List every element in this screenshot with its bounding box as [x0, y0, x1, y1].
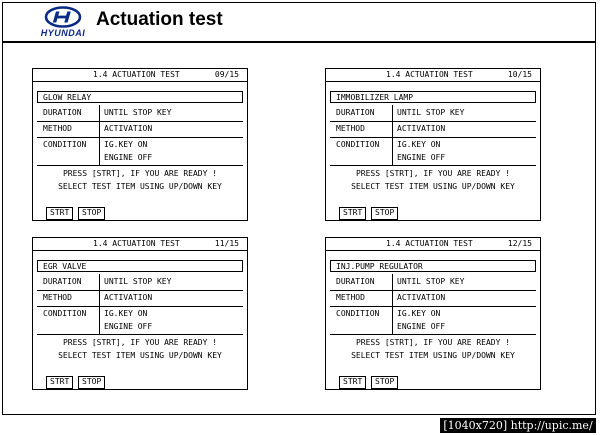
screen-page-counter: 09/15 [214, 70, 239, 79]
ready-message: PRESS [STRT], IF YOU ARE READY ! [62, 338, 218, 347]
hyundai-logo [34, 6, 92, 38]
screen-page-counter: 10/15 [507, 70, 532, 79]
test-item-name[interactable]: IMMOBILIZER LAMP [330, 91, 536, 103]
test-item-name[interactable]: GLOW RELAY [37, 91, 243, 103]
duration-label: DURATION [336, 108, 375, 117]
stop-button[interactable]: STOP [371, 376, 398, 389]
title-divider [2, 41, 596, 43]
stop-button[interactable]: STOP [371, 207, 398, 220]
test-details-table [37, 105, 243, 199]
start-button[interactable]: STRT [46, 207, 73, 220]
actuation-screen-3 [32, 237, 248, 390]
ready-message: PRESS [STRT], IF YOU ARE READY ! [62, 169, 218, 178]
screen-header [326, 238, 540, 251]
screen-header [33, 238, 247, 251]
method-label: METHOD [336, 124, 365, 133]
condition-line-2: ENGINE OFF [104, 153, 153, 162]
condition-label: CONDITION [43, 309, 87, 318]
actuation-screen-4 [325, 237, 541, 390]
duration-value: UNTIL STOP KEY [397, 108, 465, 117]
condition-row [330, 137, 536, 166]
screen-header [33, 69, 247, 82]
duration-row [37, 105, 243, 122]
start-button[interactable]: STRT [339, 207, 366, 220]
method-row [330, 290, 536, 307]
start-button[interactable]: STRT [339, 376, 366, 389]
stop-button[interactable]: STOP [78, 376, 105, 389]
duration-label: DURATION [43, 277, 82, 286]
duration-row [330, 274, 536, 291]
condition-line-1: IG.KEY ON [104, 140, 148, 149]
screen-title: 1.4 ACTUATION TEST [93, 239, 180, 248]
condition-line-2: ENGINE OFF [397, 153, 446, 162]
test-details-table [330, 274, 536, 368]
test-details-table [37, 274, 243, 368]
test-details-table [330, 105, 536, 199]
screen-page-counter: 11/15 [214, 239, 239, 248]
duration-row [37, 274, 243, 291]
method-value: ACTIVATION [104, 293, 153, 302]
method-label: METHOD [336, 293, 365, 302]
duration-label: DURATION [336, 277, 375, 286]
actuation-screen-2 [325, 68, 541, 221]
method-value: ACTIVATION [104, 124, 153, 133]
method-value: ACTIVATION [397, 293, 446, 302]
ready-message: PRESS [STRT], IF YOU ARE READY ! [355, 169, 511, 178]
method-row [330, 121, 536, 138]
select-message: SELECT TEST ITEM USING UP/DOWN KEY [351, 351, 515, 360]
condition-line-1: IG.KEY ON [104, 309, 148, 318]
hyundai-emblem-icon [44, 6, 82, 28]
ready-message: PRESS [STRT], IF YOU ARE READY ! [355, 338, 511, 347]
condition-row [37, 306, 243, 335]
duration-row [330, 105, 536, 122]
condition-label: CONDITION [43, 140, 87, 149]
image-source-caption: [1040x720] http://upic.me/ [440, 418, 596, 433]
duration-value: UNTIL STOP KEY [397, 277, 465, 286]
screen-title: 1.4 ACTUATION TEST [386, 70, 473, 79]
screen-header [326, 69, 540, 82]
screen-title: 1.4 ACTUATION TEST [93, 70, 180, 79]
actuation-screen-1 [32, 68, 248, 221]
test-item-name[interactable]: EGR VALVE [37, 260, 243, 272]
duration-value: UNTIL STOP KEY [104, 108, 172, 117]
method-label: METHOD [43, 124, 72, 133]
condition-label: CONDITION [336, 140, 380, 149]
duration-label: DURATION [43, 108, 82, 117]
condition-line-1: IG.KEY ON [397, 140, 441, 149]
condition-row [37, 137, 243, 166]
condition-line-1: IG.KEY ON [397, 309, 441, 318]
method-value: ACTIVATION [397, 124, 446, 133]
select-message: SELECT TEST ITEM USING UP/DOWN KEY [58, 182, 222, 191]
condition-line-2: ENGINE OFF [104, 322, 153, 331]
method-row [37, 121, 243, 138]
duration-value: UNTIL STOP KEY [104, 277, 172, 286]
page-title: Actuation test [96, 9, 223, 30]
condition-line-2: ENGINE OFF [397, 322, 446, 331]
screen-title: 1.4 ACTUATION TEST [386, 239, 473, 248]
method-row [37, 290, 243, 307]
select-message: SELECT TEST ITEM USING UP/DOWN KEY [351, 182, 515, 191]
condition-row [330, 306, 536, 335]
test-item-name[interactable]: INJ.PUMP REGULATOR [330, 260, 536, 272]
condition-label: CONDITION [336, 309, 380, 318]
select-message: SELECT TEST ITEM USING UP/DOWN KEY [58, 351, 222, 360]
brand-wordmark: HYUNDAI [40, 28, 86, 38]
method-label: METHOD [43, 293, 72, 302]
stop-button[interactable]: STOP [78, 207, 105, 220]
screen-page-counter: 12/15 [507, 239, 532, 248]
start-button[interactable]: STRT [46, 376, 73, 389]
